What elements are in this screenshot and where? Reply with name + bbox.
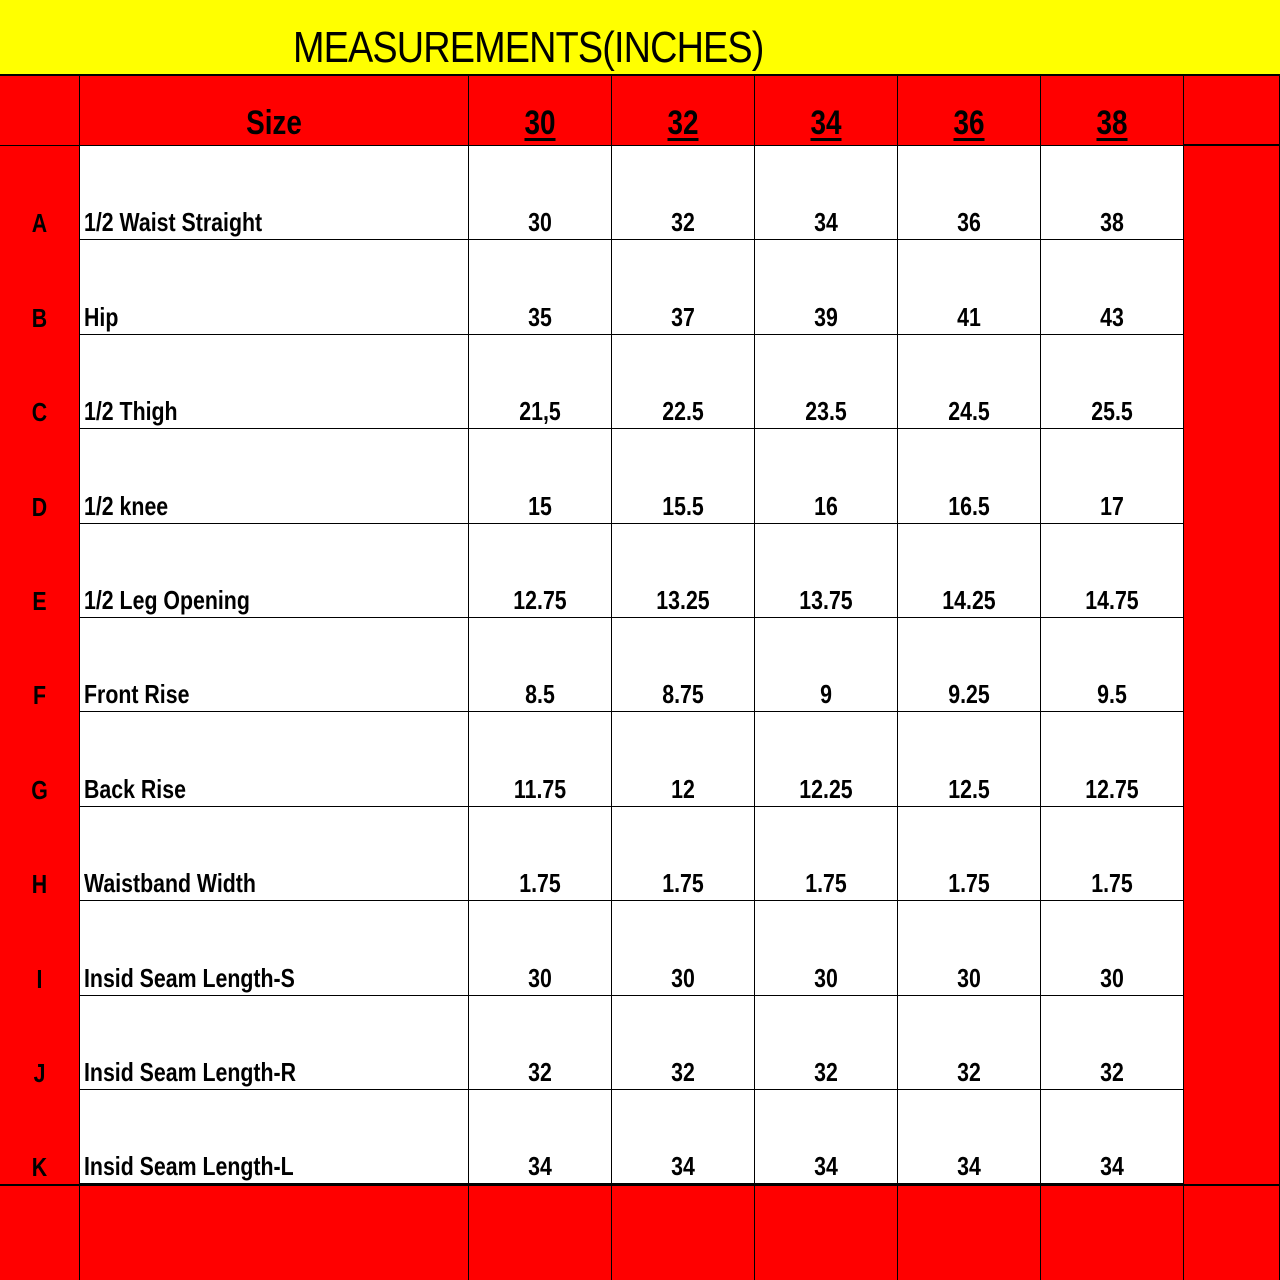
value-cell[interactable] <box>612 240 755 335</box>
row-code-cell <box>0 807 80 901</box>
row-name-cell[interactable] <box>80 901 469 996</box>
measurement-value: 30 <box>528 207 552 237</box>
size-column-header: 38 <box>1096 104 1128 142</box>
value-cell[interactable] <box>469 618 612 712</box>
value-cell[interactable] <box>1041 901 1184 996</box>
footer-cell <box>1041 1184 1184 1280</box>
measurement-value: 17 <box>1100 491 1124 521</box>
measurement-value: 1.75 <box>1091 868 1133 898</box>
value-cell[interactable] <box>469 524 612 618</box>
measurement-value: 34 <box>957 1151 981 1181</box>
measurement-value: 30 <box>1100 963 1124 993</box>
row-code: F <box>32 680 47 710</box>
measurement-value: 12.75 <box>513 585 567 615</box>
row-name-cell[interactable] <box>80 618 469 712</box>
measurement-value: 38 <box>1100 207 1124 237</box>
value-cell[interactable] <box>612 996 755 1090</box>
measurement-name: Back Rise <box>84 774 186 804</box>
measurement-name: Hip <box>84 302 119 332</box>
value-cell[interactable] <box>1041 524 1184 618</box>
value-cell[interactable] <box>755 429 898 524</box>
row-code: D <box>31 492 48 522</box>
value-cell[interactable] <box>898 901 1041 996</box>
value-cell[interactable] <box>1041 335 1184 429</box>
row-name-cell[interactable] <box>80 1090 469 1184</box>
measurement-value: 8.5 <box>525 679 555 709</box>
value-cell[interactable] <box>755 901 898 996</box>
value-cell[interactable] <box>612 146 755 240</box>
value-cell[interactable] <box>755 1090 898 1184</box>
measurement-value: 30 <box>528 963 552 993</box>
row-code: B <box>31 303 48 333</box>
row-code: I <box>36 964 43 994</box>
value-cell[interactable] <box>755 996 898 1090</box>
header-end-cell <box>1184 76 1280 146</box>
measurement-value: 41 <box>957 302 981 332</box>
header-size-32[interactable] <box>612 76 755 146</box>
row-code-cell <box>0 146 80 240</box>
measurement-value: 21,5 <box>519 396 561 426</box>
measurement-value: 14.25 <box>942 585 996 615</box>
value-cell[interactable] <box>898 996 1041 1090</box>
value-cell[interactable] <box>469 240 612 335</box>
footer-cell <box>755 1184 898 1280</box>
row-code: A <box>31 208 48 238</box>
measurement-name: 1/2 Thigh <box>84 396 178 426</box>
value-cell[interactable] <box>898 618 1041 712</box>
measurement-value: 34 <box>814 1151 838 1181</box>
value-cell[interactable] <box>898 524 1041 618</box>
measurement-value: 30 <box>957 963 981 993</box>
value-cell[interactable] <box>898 712 1041 807</box>
row-code: J <box>33 1058 46 1088</box>
row-end-cell <box>1184 807 1280 901</box>
row-code: G <box>31 775 48 805</box>
row-code: E <box>32 586 47 616</box>
row-end-cell <box>1184 335 1280 429</box>
value-cell[interactable] <box>898 146 1041 240</box>
header-size-30[interactable] <box>469 76 612 146</box>
footer-cell <box>0 1184 80 1280</box>
value-cell[interactable] <box>1041 1090 1184 1184</box>
measurement-value: 12.75 <box>1085 774 1139 804</box>
row-code-cell <box>0 240 80 335</box>
measurement-value: 30 <box>814 963 838 993</box>
measurement-value: 32 <box>957 1057 981 1087</box>
footer-cell <box>469 1184 612 1280</box>
measurement-value: 43 <box>1100 302 1124 332</box>
measurement-value: 14.75 <box>1085 585 1139 615</box>
size-column-header: 36 <box>953 104 985 142</box>
measurement-value: 22.5 <box>662 396 704 426</box>
header-size-34[interactable] <box>755 76 898 146</box>
measurement-value: 15.5 <box>662 491 704 521</box>
measurement-value: 9 <box>820 679 832 709</box>
row-code-cell <box>0 901 80 996</box>
value-cell[interactable] <box>1041 996 1184 1090</box>
measurement-value: 1.75 <box>805 868 847 898</box>
measurement-value: 39 <box>814 302 838 332</box>
measurement-name: Insid Seam Length-R <box>84 1057 297 1087</box>
measurement-value: 9.5 <box>1097 679 1127 709</box>
measurement-value: 34 <box>528 1151 552 1181</box>
header-size-38[interactable] <box>1041 76 1184 146</box>
measurement-value: 35 <box>528 302 552 332</box>
row-name-cell[interactable] <box>80 524 469 618</box>
value-cell[interactable] <box>898 807 1041 901</box>
value-cell[interactable] <box>469 712 612 807</box>
measurement-value: 1.75 <box>662 868 704 898</box>
value-cell[interactable] <box>1041 618 1184 712</box>
value-cell[interactable] <box>612 807 755 901</box>
measurement-value: 13.25 <box>656 585 710 615</box>
value-cell[interactable] <box>1041 146 1184 240</box>
measurement-name: Insid Seam Length-L <box>84 1151 294 1181</box>
row-code: K <box>31 1152 48 1182</box>
value-cell[interactable] <box>898 240 1041 335</box>
value-cell[interactable] <box>898 429 1041 524</box>
row-end-cell <box>1184 524 1280 618</box>
value-cell[interactable] <box>469 996 612 1090</box>
footer-cell <box>80 1184 469 1280</box>
measurement-value: 1.75 <box>948 868 990 898</box>
row-code: C <box>31 397 48 427</box>
value-cell[interactable] <box>755 712 898 807</box>
footer-cell <box>898 1184 1041 1280</box>
row-name-cell[interactable] <box>80 335 469 429</box>
row-code-cell <box>0 429 80 524</box>
row-name-cell[interactable] <box>80 712 469 807</box>
measurement-value: 34 <box>1100 1151 1124 1181</box>
size-column-header: 30 <box>524 104 556 142</box>
row-name-cell[interactable] <box>80 807 469 901</box>
value-cell[interactable] <box>469 1090 612 1184</box>
value-cell[interactable] <box>755 335 898 429</box>
size-column-header: 34 <box>810 104 842 142</box>
measurement-name: Front Rise <box>84 679 190 709</box>
value-cell[interactable] <box>755 146 898 240</box>
measurement-value: 9.25 <box>948 679 990 709</box>
row-name-cell[interactable] <box>80 240 469 335</box>
header-size-cell[interactable] <box>80 76 469 146</box>
measurement-value: 11.75 <box>513 774 567 804</box>
value-cell[interactable] <box>1041 807 1184 901</box>
size-column-header: 32 <box>667 104 699 142</box>
footer-cell <box>612 1184 755 1280</box>
value-cell[interactable] <box>612 429 755 524</box>
measurement-value: 16.5 <box>948 491 990 521</box>
measurement-value: 12.5 <box>948 774 990 804</box>
measurement-value: 30 <box>671 963 695 993</box>
measurement-value: 13.75 <box>799 585 853 615</box>
measurement-value: 23.5 <box>805 396 847 426</box>
value-cell[interactable] <box>469 901 612 996</box>
value-cell[interactable] <box>612 335 755 429</box>
value-cell[interactable] <box>612 524 755 618</box>
row-name-cell[interactable] <box>80 146 469 240</box>
row-end-cell <box>1184 712 1280 807</box>
sheet-title: MEASUREMENTS(INCHES) <box>293 23 764 72</box>
row-end-cell <box>1184 1090 1280 1184</box>
value-cell[interactable] <box>1041 712 1184 807</box>
row-code-cell <box>0 335 80 429</box>
title-bar <box>0 0 1280 76</box>
row-end-cell <box>1184 240 1280 335</box>
value-cell[interactable] <box>469 335 612 429</box>
measurement-value: 8.75 <box>662 679 704 709</box>
header-corner-cell <box>0 76 80 146</box>
measurement-value: 25.5 <box>1091 396 1133 426</box>
measurement-value: 32 <box>528 1057 552 1087</box>
measurement-name: Insid Seam Length-S <box>84 963 295 993</box>
measurement-value: 15 <box>528 491 552 521</box>
measurement-value: 16 <box>814 491 838 521</box>
row-end-cell <box>1184 996 1280 1090</box>
value-cell[interactable] <box>612 712 755 807</box>
value-cell[interactable] <box>755 807 898 901</box>
measurement-value: 24.5 <box>948 396 990 426</box>
value-cell[interactable] <box>755 618 898 712</box>
value-cell[interactable] <box>612 1090 755 1184</box>
row-code-cell <box>0 712 80 807</box>
row-name-cell[interactable] <box>80 429 469 524</box>
row-end-cell <box>1184 429 1280 524</box>
row-name-cell[interactable] <box>80 996 469 1090</box>
row-end-cell <box>1184 901 1280 996</box>
row-end-cell <box>1184 146 1280 240</box>
measurement-value: 34 <box>814 207 838 237</box>
value-cell[interactable] <box>1041 429 1184 524</box>
measurement-name: 1/2 Leg Opening <box>84 585 250 615</box>
measurement-value: 1.75 <box>519 868 561 898</box>
value-cell[interactable] <box>469 807 612 901</box>
measurement-value: 12.25 <box>799 774 853 804</box>
footer-cell <box>1184 1184 1280 1280</box>
measurement-name: 1/2 knee <box>84 491 169 521</box>
row-code-cell <box>0 996 80 1090</box>
measurement-value: 36 <box>957 207 981 237</box>
row-code: H <box>31 869 48 899</box>
value-cell[interactable] <box>1041 240 1184 335</box>
row-code-cell <box>0 618 80 712</box>
measurement-value: 32 <box>671 1057 695 1087</box>
measurement-value: 32 <box>1100 1057 1124 1087</box>
row-code-cell <box>0 1090 80 1184</box>
measurement-name: Waistband Width <box>84 868 256 898</box>
measurement-value: 37 <box>671 302 695 332</box>
header-size-36[interactable] <box>898 76 1041 146</box>
size-label: Size <box>246 104 302 142</box>
row-code-cell <box>0 524 80 618</box>
measurement-value: 32 <box>814 1057 838 1087</box>
value-cell[interactable] <box>755 524 898 618</box>
value-cell[interactable] <box>469 146 612 240</box>
row-end-cell <box>1184 618 1280 712</box>
value-cell[interactable] <box>898 1090 1041 1184</box>
measurement-value: 12 <box>671 774 695 804</box>
measurement-value: 34 <box>671 1151 695 1181</box>
value-cell[interactable] <box>612 618 755 712</box>
value-cell[interactable] <box>612 901 755 996</box>
value-cell[interactable] <box>898 335 1041 429</box>
value-cell[interactable] <box>469 429 612 524</box>
value-cell[interactable] <box>755 240 898 335</box>
measurement-name: 1/2 Waist Straight <box>84 207 263 237</box>
measurement-value: 32 <box>671 207 695 237</box>
